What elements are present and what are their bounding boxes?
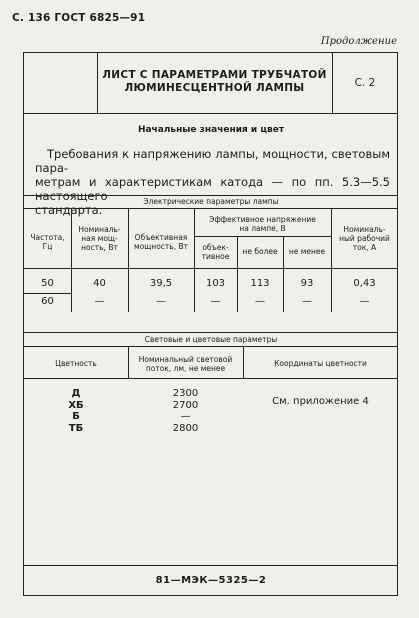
header-effective-voltage-line-2: на лампе, В	[239, 224, 286, 233]
cell-voltage-not-more: 113	[250, 278, 270, 289]
flux-list	[128, 388, 243, 434]
title-bottom-rule	[24, 113, 397, 114]
sheet-page-number: С. 2	[354, 77, 376, 89]
header-nominal-current-line-3: ток, А	[352, 243, 377, 252]
electrical-caption-rule	[24, 208, 397, 209]
footer-rule	[24, 565, 397, 566]
header-nominal-current-line-1: Номиналь-	[343, 225, 386, 234]
header-objective-power	[128, 233, 194, 251]
list-item: 2300	[172, 388, 199, 399]
light-header-rule	[24, 378, 397, 379]
footer-code: 81—МЭК—5325—2	[155, 575, 267, 586]
header-luminous-flux-line-1: Номинальный световой	[138, 355, 233, 364]
list-item: ХБ	[68, 399, 84, 411]
sheet-title	[97, 69, 332, 95]
header-nominal-power	[71, 225, 128, 252]
list-item: ТБ	[68, 422, 84, 434]
sheet-title-line-2: ЛЮМИНЕСЦЕНТНОЙ ЛАМПЫ	[124, 82, 305, 94]
header-nominal-power-line-2: ная мощ-	[81, 234, 118, 243]
header-nominal-current-line-2: ный рабочий	[339, 234, 390, 243]
cell-objective-power: —	[156, 296, 166, 307]
cell-voltage-not-less: 93	[300, 278, 314, 289]
header-luminous-flux-line-2: поток, лм, не менее	[145, 364, 226, 373]
header-luminous-flux	[128, 355, 243, 373]
sheet-title-line-1: ЛИСТ С ПАРАМЕТРАМИ ТРУБЧАТОЙ	[102, 69, 327, 81]
header-chromaticity: Координаты цветности	[274, 359, 367, 368]
cell-current: 0,43	[353, 278, 376, 289]
header-voltage-not-more: не более	[242, 247, 278, 256]
cell-current: —	[359, 296, 370, 307]
header-frequency-line-1: Частота,	[30, 233, 65, 242]
header-objective-power-line-2: мощность, Вт	[134, 242, 188, 251]
requirements-line-3: стандарта.	[35, 203, 103, 217]
header-frequency	[24, 233, 71, 251]
header-objective-power-line-1: Объективная	[134, 233, 188, 242]
requirements-line-1: Требования к напряжению лампы, мощности, световым пара-	[35, 147, 390, 175]
header-effective-voltage-line-1: Эффективное напряжение	[209, 215, 316, 224]
electrical-header-rule	[24, 268, 397, 269]
chromaticity-value: См. приложение 4	[272, 396, 369, 407]
cell-power: 40	[93, 278, 106, 289]
section-title: Начальные значения и цвет	[137, 125, 285, 135]
header-voltage-nominal-line-1: объек-	[202, 243, 229, 252]
header-voltage-nominal	[194, 243, 237, 261]
light-table-top-rule	[24, 332, 397, 333]
color-list	[24, 388, 128, 434]
cell-frequency: 50	[41, 278, 54, 289]
voltage-subheader-rule	[194, 236, 331, 237]
header-voltage-not-less: не менее	[288, 247, 326, 256]
list-item: —	[180, 411, 191, 422]
sheet-frame	[23, 52, 398, 596]
requirements-line-2: метрам и характеристикам катода — по пп. 5.3—5.5 настоящего	[35, 175, 390, 203]
header-nominal-current	[331, 225, 398, 252]
header-voltage-nominal-line-2: тивное	[201, 252, 230, 261]
cell-frequency: 60	[41, 296, 54, 307]
cell-objective-power: 39,5	[149, 278, 173, 289]
header-effective-voltage	[194, 215, 331, 233]
cell-power: —	[94, 296, 105, 307]
header-nominal-power-line-3: ность, Вт	[81, 243, 118, 252]
cell-voltage-not-more: —	[255, 296, 265, 307]
header-frequency-line-2: Гц	[42, 242, 53, 251]
cell-voltage-nominal: —	[210, 296, 221, 307]
list-item: 2800	[172, 422, 199, 434]
continued-label: Продолжение	[320, 36, 397, 47]
list-item: Д	[71, 388, 81, 399]
page-header: С. 136 ГОСТ 6825—91	[12, 12, 146, 24]
cell-voltage-not-less: —	[302, 296, 312, 307]
row-divider	[24, 293, 71, 294]
cell-voltage-nominal: 103	[205, 278, 226, 289]
header-color: Цветность	[55, 359, 97, 368]
requirements-paragraph	[35, 147, 390, 217]
header-nominal-power-line-1: Номиналь-	[78, 225, 121, 234]
electrical-caption: Электрические параметры лампы	[143, 197, 279, 206]
list-item: 2700	[172, 399, 199, 411]
light-caption-rule	[24, 346, 397, 347]
electrical-table-top-rule	[24, 195, 397, 196]
list-item: Б	[72, 411, 80, 422]
light-caption: Световые и цветовые параметры	[144, 335, 278, 344]
